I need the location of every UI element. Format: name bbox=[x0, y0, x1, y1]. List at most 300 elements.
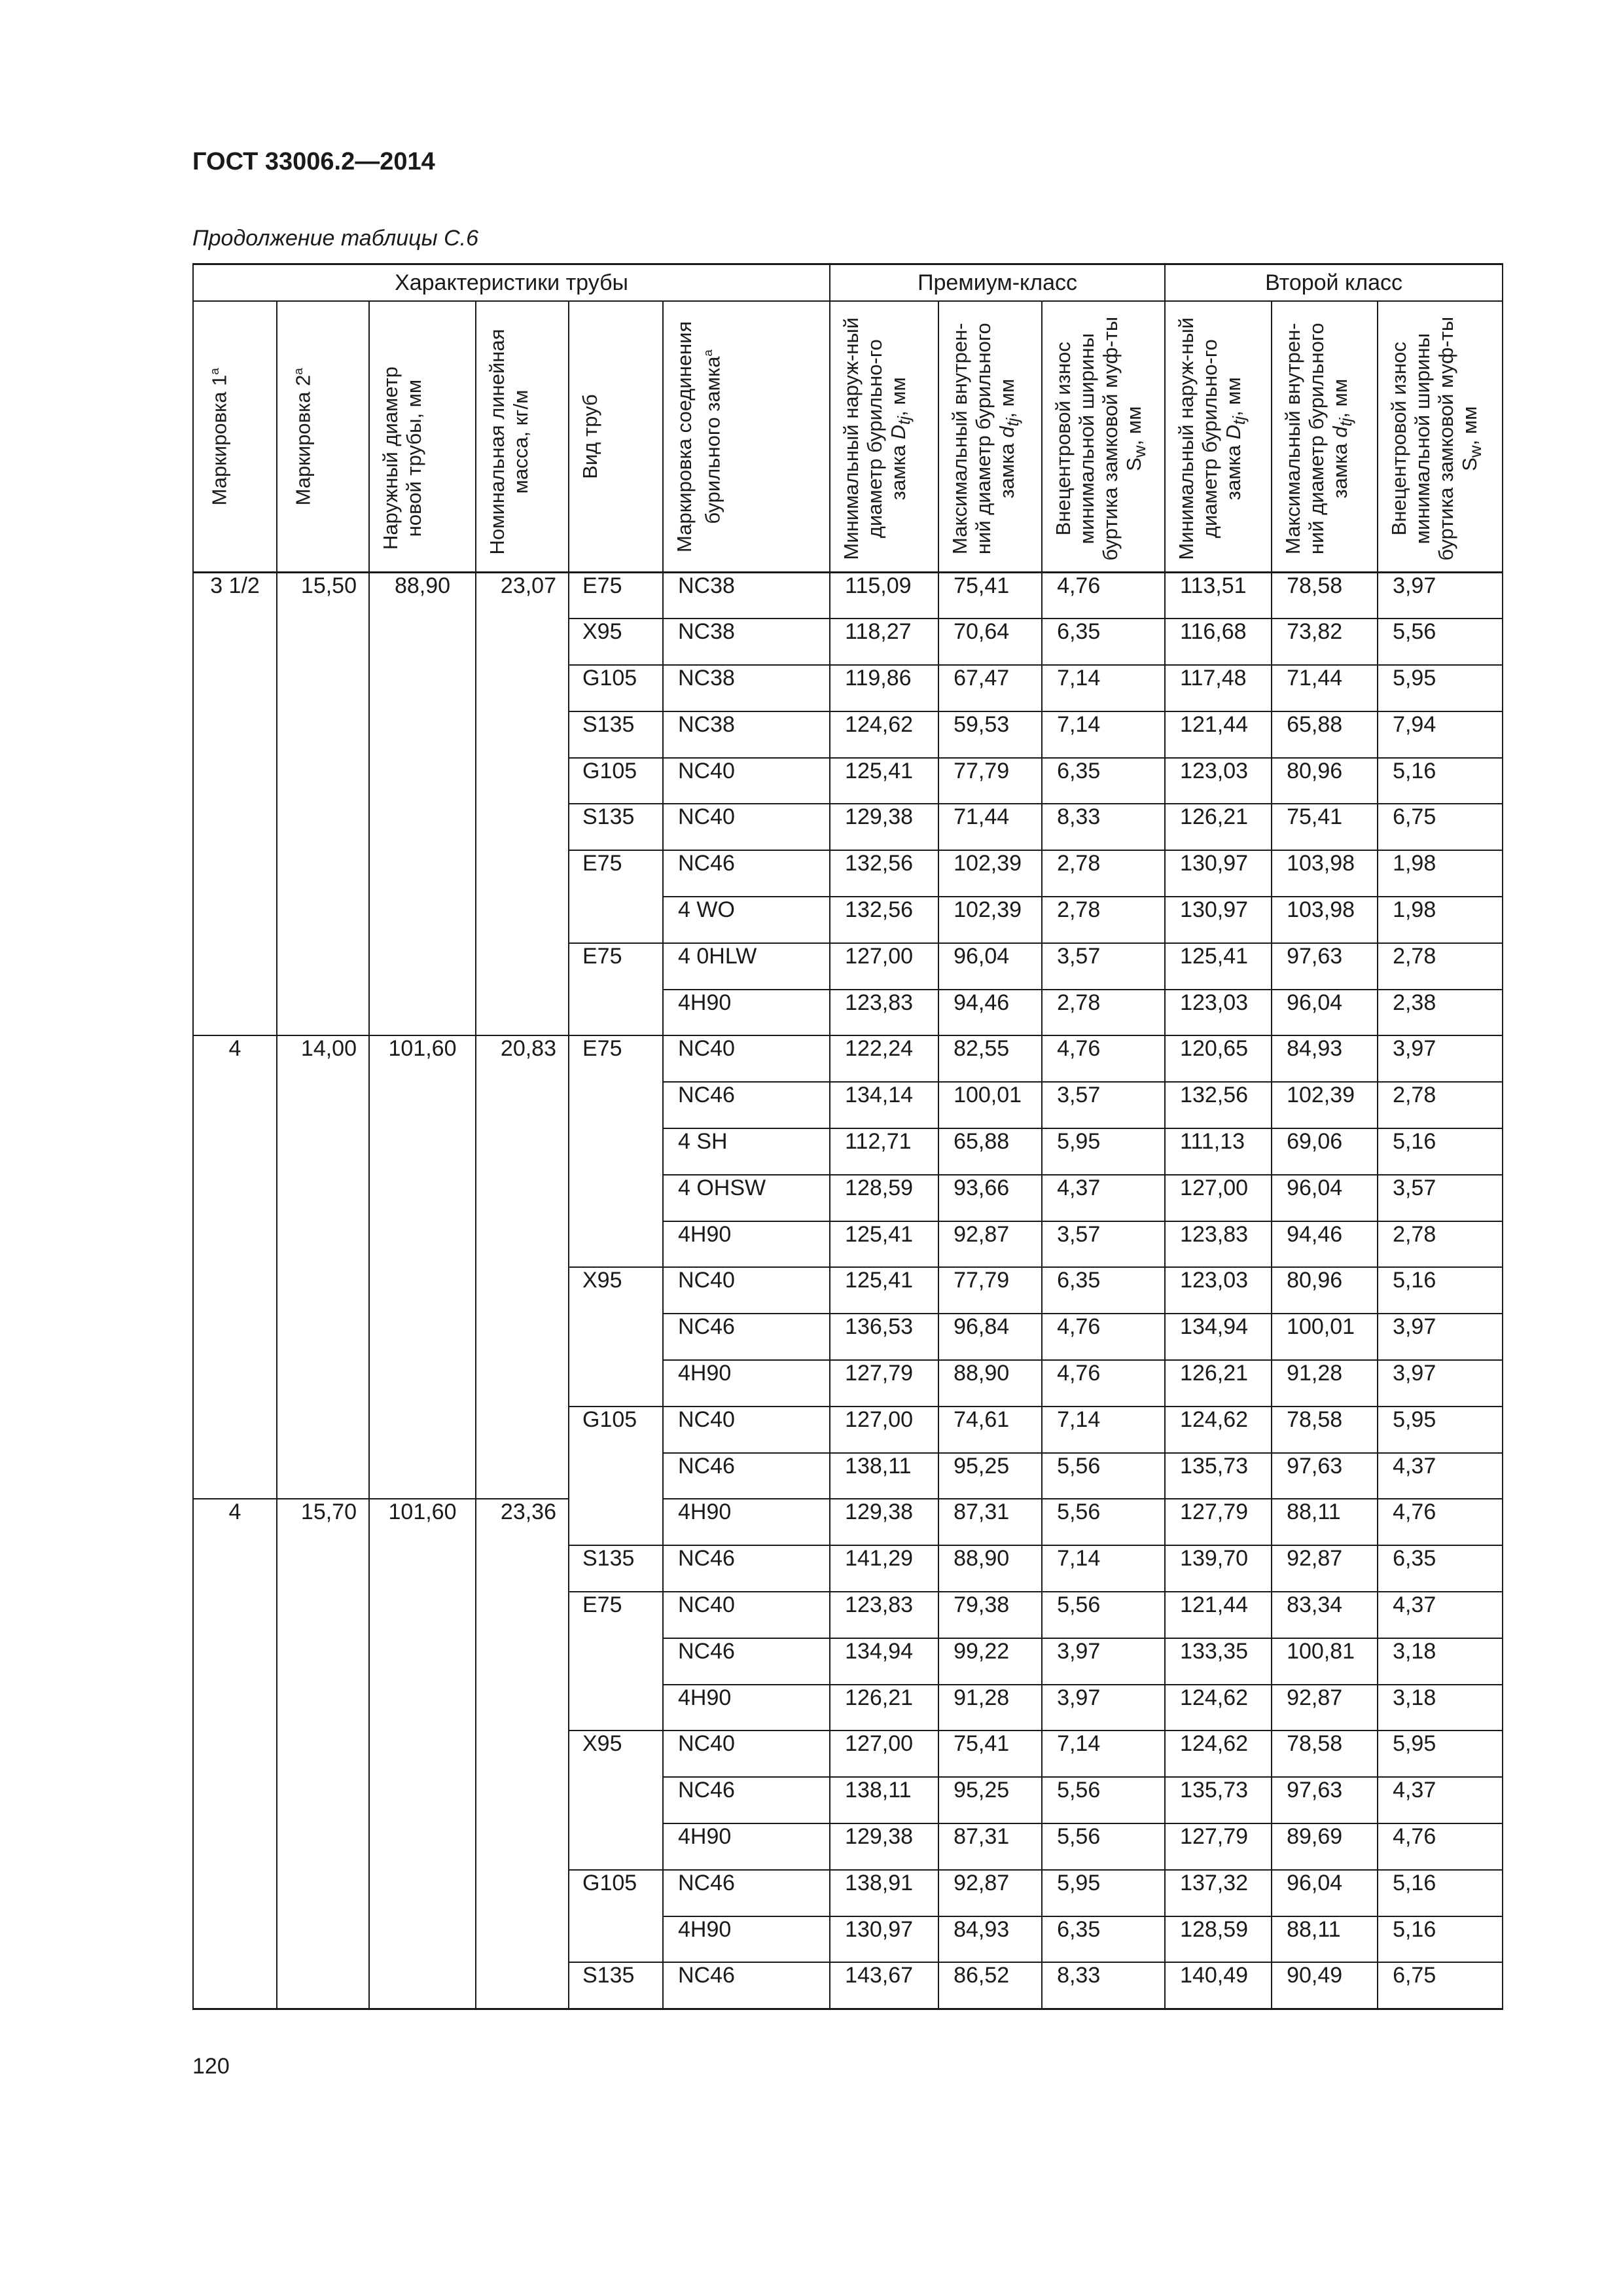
cell-connection: NC40 bbox=[663, 1731, 830, 1777]
cell-outer-diameter bbox=[369, 1175, 476, 1221]
cell-outer-diameter: 101,60 bbox=[369, 1499, 476, 1545]
cell-premium-min-od: 122,24 bbox=[830, 1035, 938, 1082]
cell-pipe-grade: S135 bbox=[569, 1545, 663, 1592]
cell-premium-max-id: 75,41 bbox=[938, 573, 1042, 619]
table-row bbox=[193, 573, 1503, 619]
cell-second-wear: 3,18 bbox=[1378, 1685, 1503, 1731]
cell-linear-mass bbox=[476, 850, 569, 897]
header-second-max-id: Максимальный внутрен-ний диаметр бурильного замка $d_{tj}$, мм bbox=[1272, 301, 1378, 573]
cell-second-min-od: 127,79 bbox=[1165, 1499, 1272, 1545]
cell-pipe-grade: X95 bbox=[569, 1731, 663, 1777]
cell-premium-min-od: 134,14 bbox=[830, 1082, 938, 1128]
cell-marking1 bbox=[193, 758, 277, 804]
header-marking2: Маркировка $2^а$ bbox=[277, 301, 369, 573]
cell-second-min-od: 124,62 bbox=[1165, 1731, 1272, 1777]
cell-outer-diameter bbox=[369, 1916, 476, 1963]
cell-marking1: 4 bbox=[193, 1499, 277, 1545]
header-pipe-grade: Вид труб bbox=[569, 301, 663, 573]
cell-marking1 bbox=[193, 1175, 277, 1221]
table-row bbox=[193, 990, 1503, 1036]
cell-marking2 bbox=[277, 1453, 369, 1499]
cell-marking1 bbox=[193, 1916, 277, 1963]
cell-second-min-od: 123,03 bbox=[1165, 990, 1272, 1036]
cell-marking2 bbox=[277, 711, 369, 758]
cell-marking2 bbox=[277, 1545, 369, 1592]
cell-pipe-grade bbox=[569, 990, 663, 1036]
cell-outer-diameter bbox=[369, 1360, 476, 1407]
table-row bbox=[193, 1870, 1503, 1916]
table-row bbox=[193, 1638, 1503, 1685]
cell-second-max-id: 97,63 bbox=[1272, 943, 1378, 990]
cell-connection: NC46 bbox=[663, 1962, 830, 2009]
cell-second-max-id: 92,87 bbox=[1272, 1685, 1378, 1731]
header-connection: Маркировка соединения бурильного замка$^а$ bbox=[663, 301, 830, 573]
cell-connection: NC46 bbox=[663, 1870, 830, 1916]
cell-second-min-od: 133,35 bbox=[1165, 1638, 1272, 1685]
cell-connection: 4H90 bbox=[663, 1916, 830, 1963]
cell-marking1 bbox=[193, 1082, 277, 1128]
cell-premium-wear: 3,97 bbox=[1042, 1685, 1165, 1731]
table-row bbox=[193, 1499, 1503, 1545]
cell-pipe-grade bbox=[569, 1685, 663, 1731]
cell-outer-diameter bbox=[369, 1545, 476, 1592]
cell-second-max-id: 78,58 bbox=[1272, 1731, 1378, 1777]
cell-premium-wear: 5,56 bbox=[1042, 1499, 1165, 1545]
cell-premium-min-od: 138,91 bbox=[830, 1870, 938, 1916]
cell-premium-min-od: 118,27 bbox=[830, 619, 938, 665]
cell-second-max-id: 91,28 bbox=[1272, 1360, 1378, 1407]
cell-pipe-grade: S135 bbox=[569, 804, 663, 850]
cell-premium-max-id: 87,31 bbox=[938, 1823, 1042, 1870]
cell-premium-max-id: 71,44 bbox=[938, 804, 1042, 850]
group-pipe-header: Характеристики трубы bbox=[193, 264, 830, 302]
cell-marking1 bbox=[193, 619, 277, 665]
cell-pipe-grade bbox=[569, 897, 663, 943]
cell-premium-min-od: 138,11 bbox=[830, 1777, 938, 1823]
cell-second-max-id: 71,44 bbox=[1272, 665, 1378, 711]
cell-pipe-grade bbox=[569, 1314, 663, 1360]
cell-marking1: 3 1/2 bbox=[193, 573, 277, 619]
cell-marking2 bbox=[277, 665, 369, 711]
cell-premium-max-id: 100,01 bbox=[938, 1082, 1042, 1128]
cell-marking2: 15,70 bbox=[277, 1499, 369, 1545]
page-number: 120 bbox=[192, 2054, 230, 2079]
cell-premium-wear: 5,95 bbox=[1042, 1870, 1165, 1916]
cell-second-min-od: 125,41 bbox=[1165, 943, 1272, 990]
cell-second-max-id: 103,98 bbox=[1272, 897, 1378, 943]
cell-second-min-od: 140,49 bbox=[1165, 1962, 1272, 2009]
cell-linear-mass: 20,83 bbox=[476, 1035, 569, 1082]
cell-marking2 bbox=[277, 758, 369, 804]
cell-marking1 bbox=[193, 711, 277, 758]
cell-marking2 bbox=[277, 1962, 369, 2009]
cell-second-min-od: 132,56 bbox=[1165, 1082, 1272, 1128]
table-row bbox=[193, 665, 1503, 711]
cell-linear-mass bbox=[476, 711, 569, 758]
cell-second-max-id: 75,41 bbox=[1272, 804, 1378, 850]
cell-outer-diameter bbox=[369, 1962, 476, 2009]
cell-premium-max-id: 95,25 bbox=[938, 1453, 1042, 1499]
group-second-header: Второй класс bbox=[1165, 264, 1503, 302]
cell-outer-diameter: 88,90 bbox=[369, 573, 476, 619]
cell-second-max-id: 88,11 bbox=[1272, 1916, 1378, 1963]
cell-connection: NC38 bbox=[663, 573, 830, 619]
cell-premium-max-id: 74,61 bbox=[938, 1407, 1042, 1453]
cell-premium-min-od: 115,09 bbox=[830, 573, 938, 619]
cell-premium-max-id: 75,41 bbox=[938, 1731, 1042, 1777]
cell-pipe-grade: X95 bbox=[569, 1267, 663, 1314]
cell-second-wear: 3,97 bbox=[1378, 1035, 1503, 1082]
cell-marking2 bbox=[277, 1823, 369, 1870]
cell-premium-wear: 3,97 bbox=[1042, 1638, 1165, 1685]
cell-outer-diameter bbox=[369, 1314, 476, 1360]
cell-marking1 bbox=[193, 1962, 277, 2009]
cell-second-wear: 7,94 bbox=[1378, 711, 1503, 758]
cell-outer-diameter bbox=[369, 1082, 476, 1128]
cell-second-min-od: 137,32 bbox=[1165, 1870, 1272, 1916]
cell-premium-wear: 2,78 bbox=[1042, 897, 1165, 943]
cell-pipe-grade: X95 bbox=[569, 619, 663, 665]
cell-premium-min-od: 127,00 bbox=[830, 943, 938, 990]
cell-pipe-grade: G105 bbox=[569, 665, 663, 711]
cell-premium-max-id: 88,90 bbox=[938, 1545, 1042, 1592]
cell-second-wear: 6,35 bbox=[1378, 1545, 1503, 1592]
cell-second-min-od: 124,62 bbox=[1165, 1685, 1272, 1731]
cell-second-min-od: 130,97 bbox=[1165, 897, 1272, 943]
cell-marking1 bbox=[193, 665, 277, 711]
cell-second-max-id: 83,34 bbox=[1272, 1592, 1378, 1638]
cell-linear-mass bbox=[476, 943, 569, 990]
cell-marking2 bbox=[277, 619, 369, 665]
cell-premium-min-od: 134,94 bbox=[830, 1638, 938, 1685]
cell-premium-min-od: 125,41 bbox=[830, 1267, 938, 1314]
cell-second-wear: 3,57 bbox=[1378, 1175, 1503, 1221]
table-row bbox=[193, 1685, 1503, 1731]
cell-linear-mass bbox=[476, 758, 569, 804]
cell-marking1 bbox=[193, 1870, 277, 1916]
cell-second-max-id: 103,98 bbox=[1272, 850, 1378, 897]
cell-premium-wear: 4,76 bbox=[1042, 1314, 1165, 1360]
cell-second-min-od: 134,94 bbox=[1165, 1314, 1272, 1360]
cell-marking1 bbox=[193, 804, 277, 850]
cell-connection: NC38 bbox=[663, 711, 830, 758]
cell-second-wear: 5,95 bbox=[1378, 665, 1503, 711]
cell-second-wear: 5,95 bbox=[1378, 1407, 1503, 1453]
cell-premium-max-id: 94,46 bbox=[938, 990, 1042, 1036]
cell-premium-wear: 6,35 bbox=[1042, 758, 1165, 804]
table-body bbox=[193, 573, 1503, 2009]
cell-second-max-id: 65,88 bbox=[1272, 711, 1378, 758]
cell-premium-min-od: 129,38 bbox=[830, 1823, 938, 1870]
cell-connection: NC46 bbox=[663, 1082, 830, 1128]
cell-premium-min-od: 132,56 bbox=[830, 850, 938, 897]
cell-linear-mass bbox=[476, 1870, 569, 1916]
cell-outer-diameter bbox=[369, 1870, 476, 1916]
cell-connection: 4H90 bbox=[663, 1823, 830, 1870]
cell-premium-wear: 4,76 bbox=[1042, 1360, 1165, 1407]
cell-second-wear: 5,95 bbox=[1378, 1731, 1503, 1777]
cell-second-wear: 4,37 bbox=[1378, 1592, 1503, 1638]
cell-second-wear: 6,75 bbox=[1378, 1962, 1503, 2009]
cell-marking2 bbox=[277, 1592, 369, 1638]
cell-premium-min-od: 129,38 bbox=[830, 1499, 938, 1545]
cell-second-max-id: 78,58 bbox=[1272, 1407, 1378, 1453]
cell-premium-wear: 5,56 bbox=[1042, 1592, 1165, 1638]
cell-premium-max-id: 92,87 bbox=[938, 1221, 1042, 1268]
cell-pipe-grade: G105 bbox=[569, 758, 663, 804]
header-premium-max-id: Максимальный внутрен-ний диаметр бурильного замка $d_{tj}$, мм bbox=[938, 301, 1042, 573]
cell-outer-diameter bbox=[369, 758, 476, 804]
cell-connection: NC40 bbox=[663, 758, 830, 804]
cell-marking2 bbox=[277, 850, 369, 897]
header-outer-diameter: Наружный диаметр новой трубы, мм bbox=[369, 301, 476, 573]
table-caption: Продолжение таблицы С.6 bbox=[192, 226, 478, 251]
document-title: ГОСТ 33006.2—2014 bbox=[192, 148, 435, 175]
cell-second-min-od: 111,13 bbox=[1165, 1128, 1272, 1175]
cell-linear-mass bbox=[476, 1360, 569, 1407]
cell-linear-mass bbox=[476, 665, 569, 711]
cell-outer-diameter bbox=[369, 850, 476, 897]
cell-second-min-od: 113,51 bbox=[1165, 573, 1272, 619]
cell-second-min-od: 127,79 bbox=[1165, 1823, 1272, 1870]
cell-marking1 bbox=[193, 1638, 277, 1685]
cell-premium-wear: 3,57 bbox=[1042, 1082, 1165, 1128]
cell-connection: NC40 bbox=[663, 1592, 830, 1638]
cell-second-wear: 3,97 bbox=[1378, 1360, 1503, 1407]
cell-marking2: 14,00 bbox=[277, 1035, 369, 1082]
cell-premium-wear: 8,33 bbox=[1042, 804, 1165, 850]
cell-second-min-od: 117,48 bbox=[1165, 665, 1272, 711]
cell-marking2 bbox=[277, 1360, 369, 1407]
cell-pipe-grade bbox=[569, 1638, 663, 1685]
cell-second-min-od: 128,59 bbox=[1165, 1916, 1272, 1963]
cell-premium-min-od: 141,29 bbox=[830, 1545, 938, 1592]
header-second-min-od: Минимальный наруж-ный диаметр бурильно-го замка $D_{tj}$, мм bbox=[1165, 301, 1272, 573]
cell-outer-diameter bbox=[369, 619, 476, 665]
cell-premium-max-id: 82,55 bbox=[938, 1035, 1042, 1082]
cell-second-max-id: 84,93 bbox=[1272, 1035, 1378, 1082]
cell-premium-max-id: 96,04 bbox=[938, 943, 1042, 990]
cell-second-min-od: 121,44 bbox=[1165, 1592, 1272, 1638]
cell-marking2: 15,50 bbox=[277, 573, 369, 619]
cell-pipe-grade bbox=[569, 1453, 663, 1499]
cell-premium-max-id: 65,88 bbox=[938, 1128, 1042, 1175]
table-row bbox=[193, 1592, 1503, 1638]
cell-marking1 bbox=[193, 897, 277, 943]
cell-outer-diameter bbox=[369, 1685, 476, 1731]
cell-outer-diameter bbox=[369, 1453, 476, 1499]
cell-outer-diameter bbox=[369, 1638, 476, 1685]
cell-second-wear: 2,78 bbox=[1378, 1082, 1503, 1128]
cell-premium-max-id: 88,90 bbox=[938, 1360, 1042, 1407]
cell-premium-wear: 5,56 bbox=[1042, 1823, 1165, 1870]
table-row bbox=[193, 1823, 1503, 1870]
table-row bbox=[193, 1082, 1503, 1128]
cell-premium-min-od: 127,79 bbox=[830, 1360, 938, 1407]
column-header-row bbox=[193, 301, 1503, 573]
cell-second-max-id: 69,06 bbox=[1272, 1128, 1378, 1175]
cell-second-wear: 4,37 bbox=[1378, 1453, 1503, 1499]
cell-outer-diameter: 101,60 bbox=[369, 1035, 476, 1082]
cell-pipe-grade bbox=[569, 1128, 663, 1175]
cell-marking1 bbox=[193, 1360, 277, 1407]
cell-outer-diameter bbox=[369, 1592, 476, 1638]
cell-second-wear: 2,78 bbox=[1378, 1221, 1503, 1268]
cell-premium-wear: 6,35 bbox=[1042, 1916, 1165, 1963]
cell-premium-max-id: 91,28 bbox=[938, 1685, 1042, 1731]
cell-second-max-id: 97,63 bbox=[1272, 1777, 1378, 1823]
table-row bbox=[193, 1267, 1503, 1314]
cell-linear-mass bbox=[476, 990, 569, 1036]
cell-outer-diameter bbox=[369, 1221, 476, 1268]
cell-marking2 bbox=[277, 943, 369, 990]
cell-marking1 bbox=[193, 1685, 277, 1731]
cell-pipe-grade: E75 bbox=[569, 943, 663, 990]
cell-outer-diameter bbox=[369, 1777, 476, 1823]
cell-second-max-id: 100,81 bbox=[1272, 1638, 1378, 1685]
cell-premium-min-od: 123,83 bbox=[830, 1592, 938, 1638]
cell-premium-wear: 7,14 bbox=[1042, 1545, 1165, 1592]
cell-connection: NC38 bbox=[663, 665, 830, 711]
cell-marking2 bbox=[277, 1221, 369, 1268]
cell-pipe-grade bbox=[569, 1499, 663, 1545]
cell-premium-min-od: 129,38 bbox=[830, 804, 938, 850]
cell-connection: 4H90 bbox=[663, 1685, 830, 1731]
cell-second-max-id: 89,69 bbox=[1272, 1823, 1378, 1870]
cell-second-max-id: 80,96 bbox=[1272, 1267, 1378, 1314]
cell-second-min-od: 116,68 bbox=[1165, 619, 1272, 665]
cell-second-wear: 5,16 bbox=[1378, 758, 1503, 804]
cell-premium-wear: 2,78 bbox=[1042, 850, 1165, 897]
cell-second-wear: 2,38 bbox=[1378, 990, 1503, 1036]
cell-pipe-grade bbox=[569, 1916, 663, 1963]
cell-outer-diameter bbox=[369, 1407, 476, 1453]
cell-marking1 bbox=[193, 1267, 277, 1314]
cell-connection: 4H90 bbox=[663, 1221, 830, 1268]
cell-premium-wear: 5,56 bbox=[1042, 1453, 1165, 1499]
cell-second-wear: 3,97 bbox=[1378, 573, 1503, 619]
cell-marking2 bbox=[277, 1082, 369, 1128]
table-row bbox=[193, 1221, 1503, 1268]
cell-premium-min-od: 112,71 bbox=[830, 1128, 938, 1175]
cell-pipe-grade bbox=[569, 1360, 663, 1407]
cell-premium-wear: 4,76 bbox=[1042, 573, 1165, 619]
cell-marking1: 4 bbox=[193, 1035, 277, 1082]
cell-marking1 bbox=[193, 943, 277, 990]
cell-linear-mass bbox=[476, 1777, 569, 1823]
cell-premium-wear: 8,33 bbox=[1042, 1962, 1165, 2009]
cell-outer-diameter bbox=[369, 711, 476, 758]
cell-premium-max-id: 87,31 bbox=[938, 1499, 1042, 1545]
table-row bbox=[193, 1731, 1503, 1777]
cell-premium-wear: 6,35 bbox=[1042, 619, 1165, 665]
header-premium-min-od: Минимальный наруж-ный диаметр бурильно-го замка $D_{tj}$, мм bbox=[830, 301, 938, 573]
cell-second-min-od: 123,03 bbox=[1165, 1267, 1272, 1314]
cell-connection: 4 SH bbox=[663, 1128, 830, 1175]
table-row bbox=[193, 943, 1503, 990]
cell-second-max-id: 100,01 bbox=[1272, 1314, 1378, 1360]
cell-marking2 bbox=[277, 1267, 369, 1314]
cell-premium-min-od: 127,00 bbox=[830, 1407, 938, 1453]
cell-premium-max-id: 96,84 bbox=[938, 1314, 1042, 1360]
cell-premium-max-id: 86,52 bbox=[938, 1962, 1042, 2009]
cell-linear-mass: 23,07 bbox=[476, 573, 569, 619]
cell-marking2 bbox=[277, 990, 369, 1036]
cell-second-max-id: 102,39 bbox=[1272, 1082, 1378, 1128]
cell-second-min-od: 123,03 bbox=[1165, 758, 1272, 804]
cell-second-wear: 5,16 bbox=[1378, 1916, 1503, 1963]
cell-connection: NC40 bbox=[663, 1407, 830, 1453]
cell-marking1 bbox=[193, 990, 277, 1036]
cell-connection: 4 OHSW bbox=[663, 1175, 830, 1221]
table-row bbox=[193, 1035, 1503, 1082]
cell-connection: NC46 bbox=[663, 1638, 830, 1685]
cell-premium-max-id: 79,38 bbox=[938, 1592, 1042, 1638]
table-row bbox=[193, 1453, 1503, 1499]
cell-marking2 bbox=[277, 1314, 369, 1360]
cell-second-max-id: 96,04 bbox=[1272, 990, 1378, 1036]
cell-second-min-od: 123,83 bbox=[1165, 1221, 1272, 1268]
data-table bbox=[192, 263, 1503, 2010]
cell-premium-min-od: 119,86 bbox=[830, 665, 938, 711]
cell-second-min-od: 127,00 bbox=[1165, 1175, 1272, 1221]
cell-connection: NC40 bbox=[663, 1267, 830, 1314]
cell-pipe-grade bbox=[569, 1221, 663, 1268]
cell-premium-min-od: 138,11 bbox=[830, 1453, 938, 1499]
cell-connection: NC46 bbox=[663, 1545, 830, 1592]
cell-marking1 bbox=[193, 1545, 277, 1592]
cell-linear-mass bbox=[476, 1638, 569, 1685]
cell-pipe-grade bbox=[569, 1082, 663, 1128]
table-row bbox=[193, 1962, 1503, 2009]
cell-second-max-id: 97,63 bbox=[1272, 1453, 1378, 1499]
cell-marking2 bbox=[277, 1777, 369, 1823]
table-row bbox=[193, 1545, 1503, 1592]
cell-second-min-od: 130,97 bbox=[1165, 850, 1272, 897]
cell-premium-min-od: 123,83 bbox=[830, 990, 938, 1036]
cell-second-wear: 4,76 bbox=[1378, 1499, 1503, 1545]
cell-linear-mass bbox=[476, 1267, 569, 1314]
cell-pipe-grade bbox=[569, 1777, 663, 1823]
table-row bbox=[193, 897, 1503, 943]
cell-second-min-od: 135,73 bbox=[1165, 1777, 1272, 1823]
cell-outer-diameter bbox=[369, 804, 476, 850]
cell-outer-diameter bbox=[369, 1731, 476, 1777]
header-linear-mass: Номинальная линейная масса, кг/м bbox=[476, 301, 569, 573]
table-row bbox=[193, 758, 1503, 804]
cell-pipe-grade: S135 bbox=[569, 711, 663, 758]
cell-connection: NC38 bbox=[663, 619, 830, 665]
cell-linear-mass bbox=[476, 1731, 569, 1777]
table-row bbox=[193, 1360, 1503, 1407]
cell-premium-min-od: 127,00 bbox=[830, 1731, 938, 1777]
cell-premium-max-id: 59,53 bbox=[938, 711, 1042, 758]
table-row bbox=[193, 1777, 1503, 1823]
group-premium-header: Премиум-класс bbox=[830, 264, 1165, 302]
cell-linear-mass bbox=[476, 1082, 569, 1128]
cell-connection: 4 WO bbox=[663, 897, 830, 943]
cell-marking1 bbox=[193, 1453, 277, 1499]
cell-premium-wear: 5,95 bbox=[1042, 1128, 1165, 1175]
cell-second-wear: 2,78 bbox=[1378, 943, 1503, 990]
cell-linear-mass bbox=[476, 1221, 569, 1268]
cell-connection: NC46 bbox=[663, 850, 830, 897]
cell-second-wear: 6,75 bbox=[1378, 804, 1503, 850]
cell-premium-max-id: 95,25 bbox=[938, 1777, 1042, 1823]
cell-outer-diameter bbox=[369, 897, 476, 943]
table-row bbox=[193, 1128, 1503, 1175]
cell-linear-mass bbox=[476, 1175, 569, 1221]
